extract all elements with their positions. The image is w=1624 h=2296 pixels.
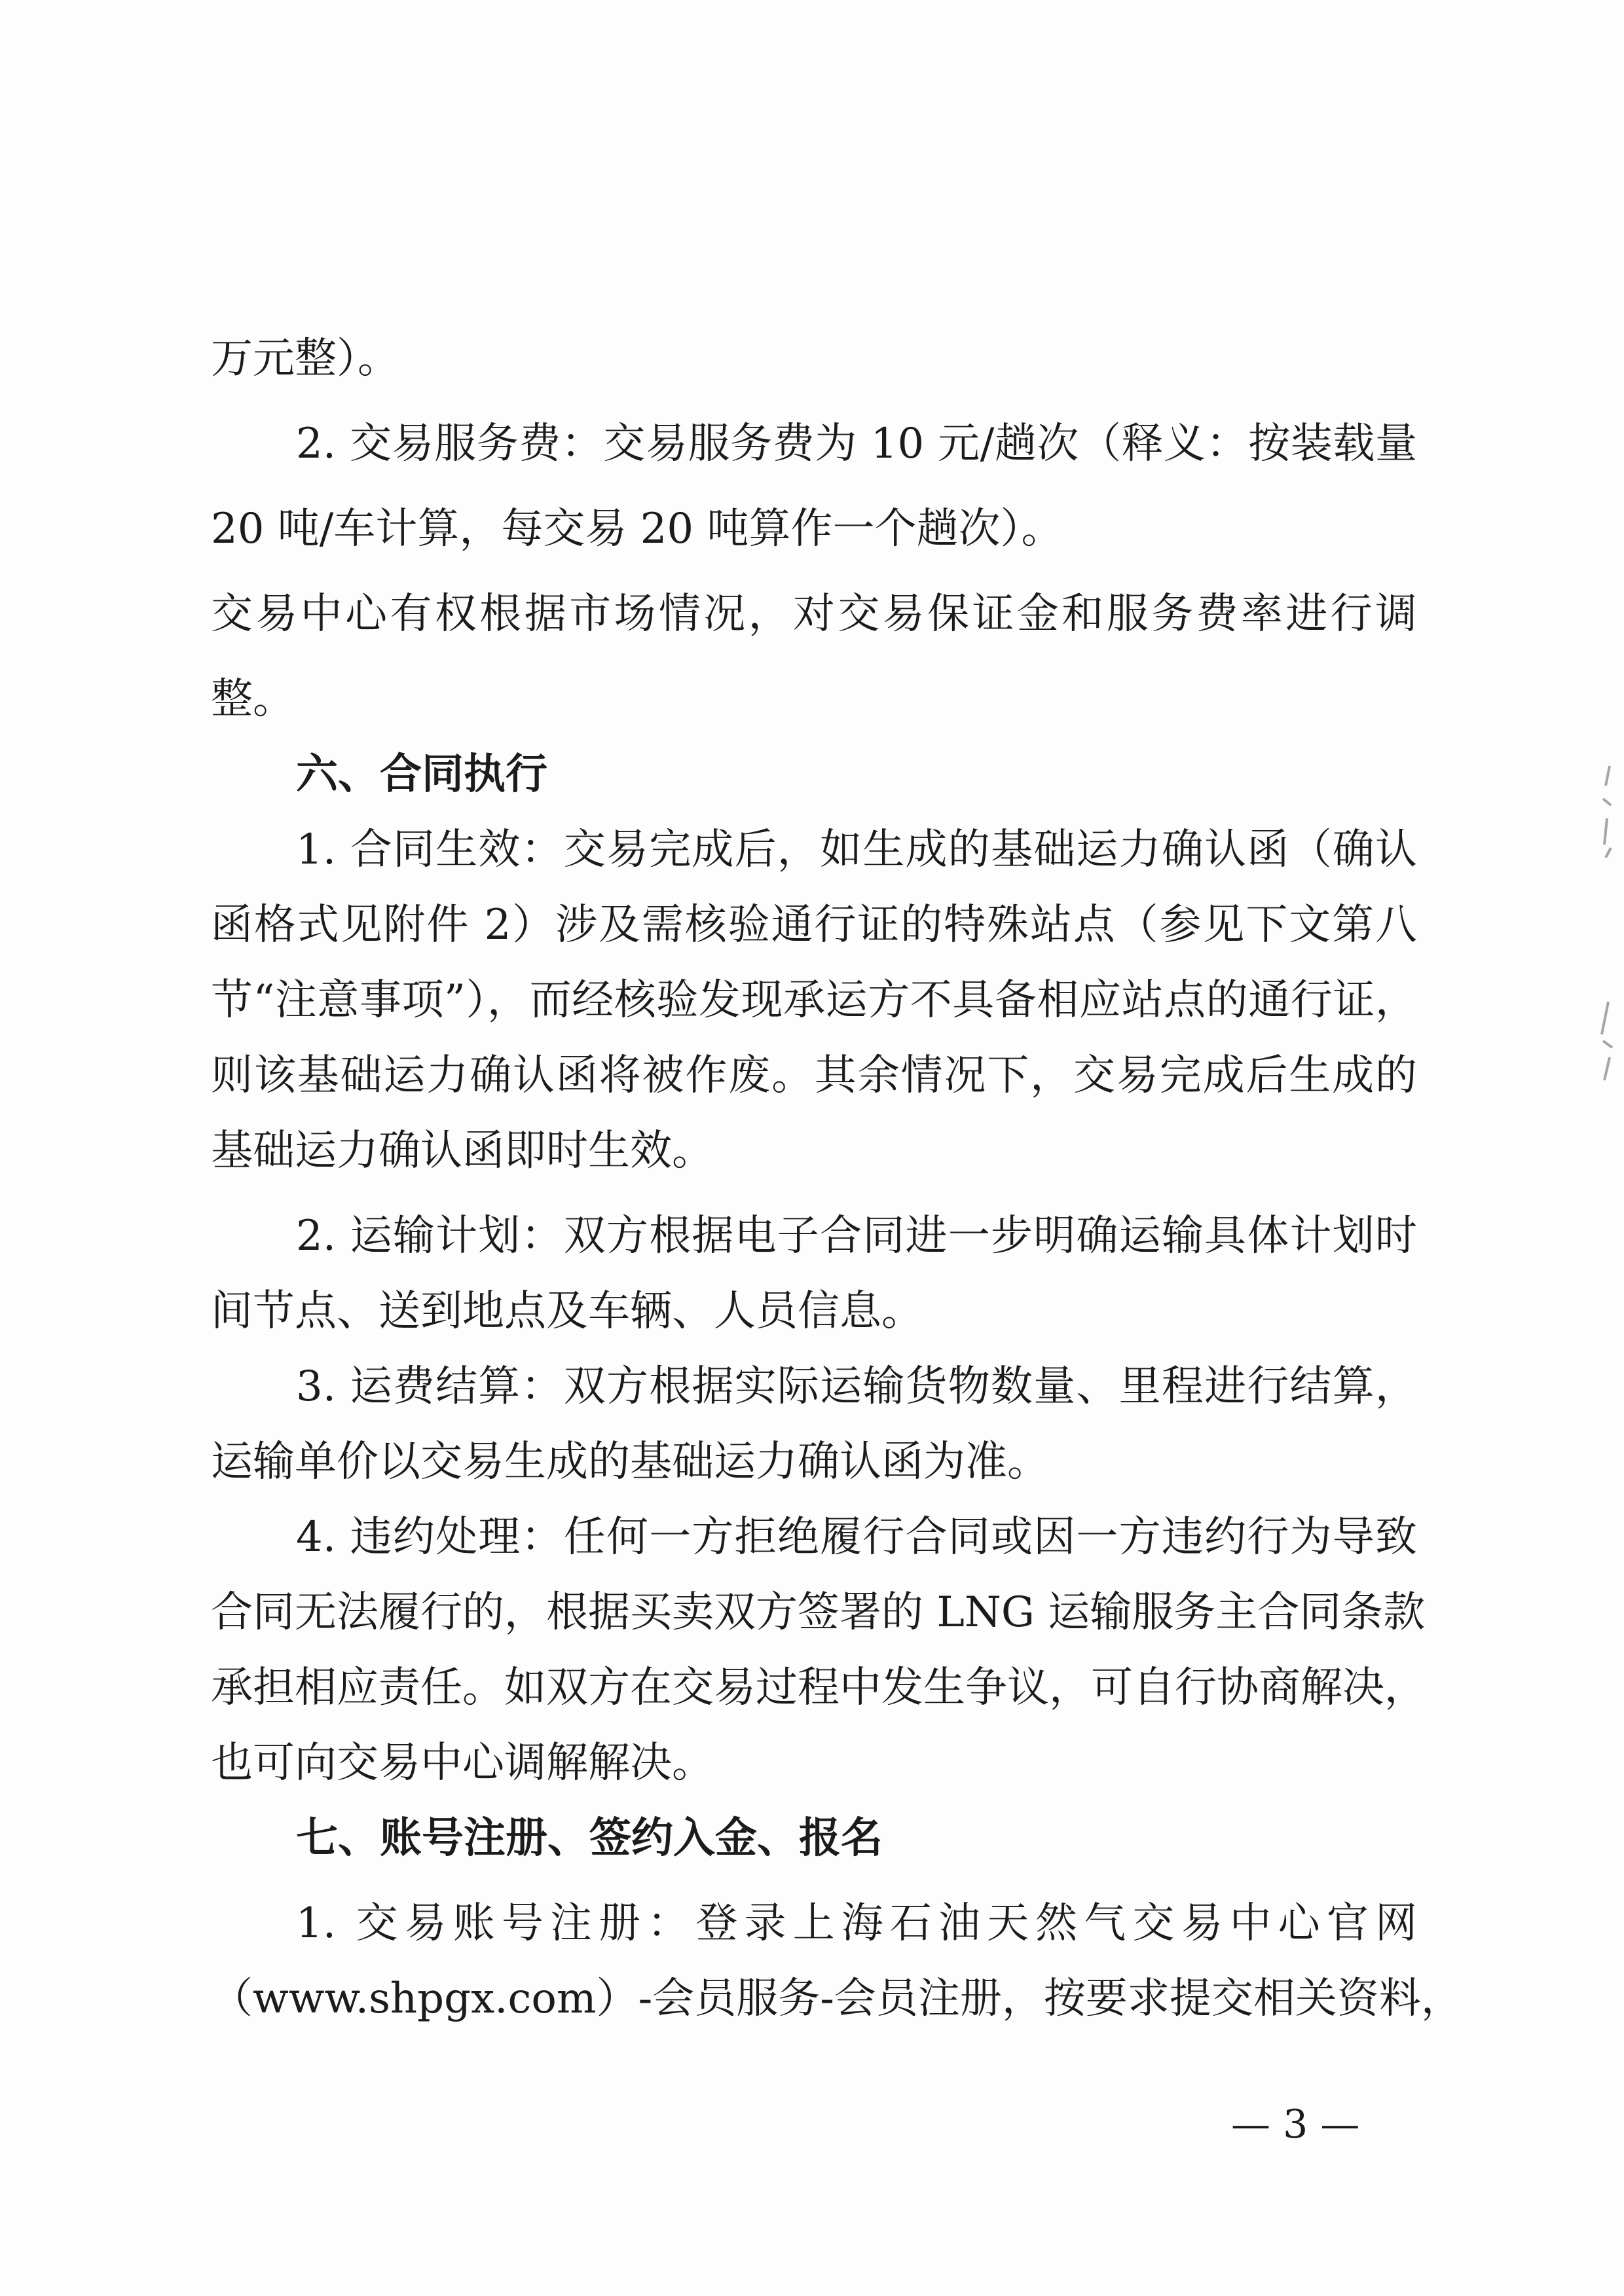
body-line: 1. 交易账号注册：登录上海石油天然气交易中心官网 [296, 1899, 1417, 1948]
body-line: 2. 运输计划：双方根据电子合同进一步明确运输具体计划时 [296, 1212, 1417, 1260]
body-line: 4. 违约处理：任何一方拒绝履行合同或因一方违约行为导致 [296, 1513, 1417, 1561]
body-line: 承担相应责任。如双方在交易过程中发生争议，可自行协商解决， [211, 1664, 1426, 1712]
body-line: 基础运力确认函即时生效。 [211, 1127, 714, 1175]
body-line: 也可向交易中心调解解决。 [211, 1739, 714, 1787]
body-line: （www.shpgx.com）-会员服务-会员注册，按要求提交相关资料， [211, 1975, 1463, 2023]
section-heading: 六、合同执行 [296, 750, 547, 799]
body-line: 整。 [211, 675, 295, 723]
section-heading: 七、账号注册、签约入金、报名 [296, 1814, 883, 1863]
body-line: 万元整）。 [211, 335, 399, 383]
body-line: 运输单价以交易生成的基础运力确认函为准。 [211, 1438, 1049, 1486]
scan-artifact-icon [1598, 995, 1617, 1087]
scan-artifact-icon [1598, 759, 1617, 864]
body-line: 节“注意事项”），而经核验发现承运方不具备相应站点的通行证， [211, 976, 1417, 1025]
body-line: 20 吨/车计算，每交易 20 吨算作一个趟次）。 [211, 505, 1063, 553]
body-line: 间节点、送到地点及车辆、人员信息。 [211, 1287, 923, 1336]
body-line: 函格式见附件 2）涉及需核验通行证的特殊站点（参见下文第八 [211, 901, 1417, 949]
body-line: 2. 交易服务费：交易服务费为 10 元/趟次（释义：按装载量 [296, 420, 1417, 468]
page-number: — 3 — [1231, 2102, 1360, 2147]
body-line: 3. 运费结算：双方根据实际运输货物数量、里程进行结算， [296, 1362, 1417, 1411]
body-line: 交易中心有权根据市场情况，对交易保证金和服务费率进行调 [211, 590, 1417, 638]
body-line: 合同无法履行的，根据买卖双方签署的 LNG 运输服务主合同条款 [211, 1588, 1426, 1637]
body-line: 1. 合同生效：交易完成后，如生成的基础运力确认函（确认 [296, 826, 1417, 874]
body-line: 则该基础运力确认函将被作废。其余情况下，交易完成后生成的 [211, 1051, 1417, 1100]
